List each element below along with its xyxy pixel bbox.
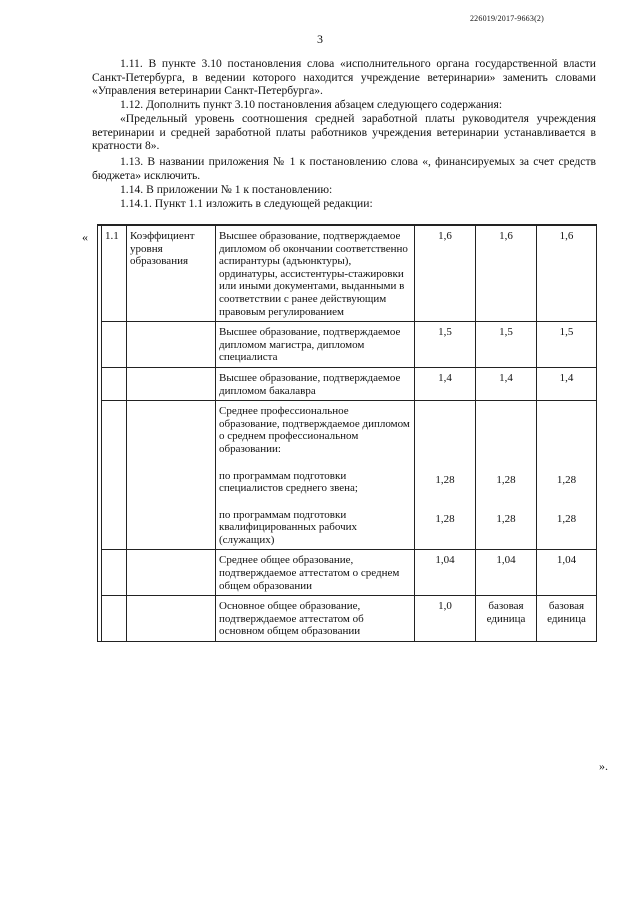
coefficient-value-cell	[415, 367, 476, 400]
education-level-cell	[216, 401, 415, 550]
education-level-cell	[216, 367, 415, 400]
coefficient-value-cell	[537, 367, 597, 400]
coefficient-value: 1,28	[496, 474, 516, 486]
paragraph-1-13: 1.13. В названии приложения № 1 к постановлению слова «, финансируемых за счет средств бюджета» исключить.	[92, 155, 596, 182]
coefficient-value-cell	[537, 401, 597, 550]
coefficient-value-cell	[476, 367, 537, 400]
table-row	[98, 401, 597, 550]
coefficient-value: 1,04	[556, 554, 577, 567]
coefficient-value-cell	[415, 596, 476, 642]
table-row	[98, 367, 597, 400]
page-number: 3	[317, 32, 323, 46]
table-quote-open: «	[82, 230, 88, 244]
item-number-cell: 1.1	[102, 225, 127, 322]
coefficient-value: 1,6	[559, 230, 574, 242]
coefficient-value-cell	[476, 401, 537, 550]
item-name-cell	[127, 550, 216, 596]
education-level-text: Основное общее образование, подтверждаемое аттестатом об основном общем образовании	[219, 600, 364, 638]
item-number-cell	[102, 367, 127, 400]
coefficient-value: 1,6	[499, 230, 513, 242]
item-number-cell	[102, 322, 127, 368]
coefficient-value: 1,04	[496, 554, 516, 567]
document-number: 226019/2017-9663(2)	[469, 14, 544, 23]
education-level-text: Среднее профессиональное образование, подтверждаемое дипломом о среднем профессиональном образовании:	[219, 405, 410, 455]
coefficient-value-cell	[415, 225, 476, 322]
coefficient-value: 1,04	[435, 554, 455, 567]
coefficient-value-cell	[537, 322, 597, 368]
paragraph-1-14: 1.14. В приложении № 1 к постановлению:	[120, 183, 333, 196]
coefficient-value: 1,4	[438, 371, 452, 384]
coefficient-value-cell	[476, 596, 537, 642]
table-row	[98, 550, 597, 596]
coefficient-value-cell	[476, 225, 537, 322]
coefficient-value-cell	[476, 322, 537, 368]
coefficient-value: 1,5	[559, 326, 574, 339]
education-level-cell	[216, 322, 415, 368]
education-level-text: Среднее общее образование, подтверждаемое аттестатом о среднем общем образовании	[219, 554, 400, 592]
item-name-cell	[127, 596, 216, 642]
item-name-cell	[127, 322, 216, 368]
education-level-text: Высшее образование, подтверждаемое дипломом об окончании соответственно аспирантуры (адъюнктуры), ординатуры, ассистентуры-стажировки или иными документами, выданными в соответствии с ранее действующим правовым регулированием	[219, 230, 408, 318]
coefficient-value-cell	[415, 322, 476, 368]
education-level-cell	[216, 550, 415, 596]
table-row	[98, 225, 597, 322]
item-number-cell	[102, 596, 127, 642]
coefficient-value-cell	[476, 550, 537, 596]
coefficient-value: 1,0	[438, 600, 452, 613]
table-row	[98, 596, 597, 642]
coefficient-value-cell	[537, 550, 597, 596]
education-level-text: Высшее образование, подтверждаемое дипломом магистра, дипломом специалиста	[219, 326, 401, 364]
coefficient-value: 1,28	[496, 513, 516, 526]
coefficient-value: базовая единица	[547, 600, 586, 625]
item-name-cell	[127, 367, 216, 400]
coefficient-value: 1,28	[556, 474, 577, 486]
coefficient-value: 1,6	[438, 230, 452, 242]
coefficient-value: 1,4	[559, 371, 574, 384]
table-quote-close: ».	[599, 759, 608, 773]
education-level-text: по программам подготовки квалифицированных рабочих (служащих)	[219, 508, 357, 546]
paragraph-1-11: 1.11. В пункте 3.10 постановления слова «исполнительного органа государственной власти Санкт-Петербурга, в ведении которого находится учреждение ветеринарии» заменить словами «Управления ветеринарии Санкт-Петербурга».	[92, 57, 596, 97]
coefficient-value-cell	[415, 550, 476, 596]
coefficient-value-cell	[415, 401, 476, 550]
item-name-cell	[127, 401, 216, 550]
paragraph-1-14-1: 1.14.1. Пункт 1.1 изложить в следующей редакции:	[120, 197, 373, 210]
table-row	[98, 322, 597, 368]
item-number-cell	[102, 550, 127, 596]
coefficient-value: 1,28	[435, 513, 455, 526]
coefficient-value: 1,5	[438, 326, 452, 339]
paragraph-1-12: 1.12. Дополнить пункт 3.10 постановления абзацем следующего содержания:	[120, 98, 503, 111]
coefficient-value: 1,28	[435, 474, 455, 486]
education-level-text: по программам подготовки специалистов среднего звена;	[219, 469, 358, 495]
item-number-cell	[102, 401, 127, 550]
coefficient-value: 1,4	[499, 371, 513, 384]
paragraph-quote: «Предельный уровень соотношения средней заработной платы руководителя учреждения ветеринарии и средней заработной платы работников учреждения ветеринарии устанавливается в кратности 8».	[92, 112, 596, 152]
education-level-cell	[216, 596, 415, 642]
education-level-text: Высшее образование, подтверждаемое дипломом бакалавра	[219, 371, 401, 397]
coefficient-value-cell	[537, 225, 597, 322]
coefficient-table	[97, 224, 597, 642]
item-name-cell: Коэффициент уровня образования	[127, 225, 216, 322]
coefficient-value-cell	[537, 596, 597, 642]
coefficient-value: 1,28	[556, 513, 577, 526]
coefficient-value: базовая единица	[486, 600, 526, 625]
coefficient-value: 1,5	[499, 326, 513, 339]
education-level-cell	[216, 225, 415, 322]
